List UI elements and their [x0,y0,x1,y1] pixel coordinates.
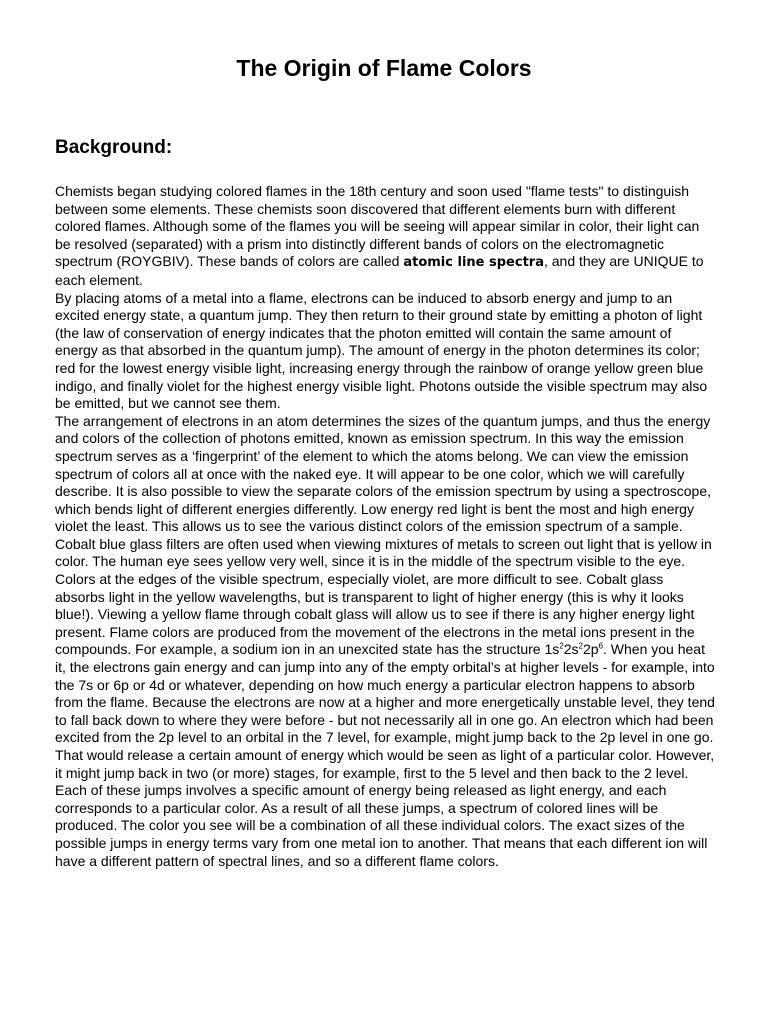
term-atomic-line-spectra: atomic line spectra [403,255,544,271]
paragraph-line-spectra [55,183,715,290]
paragraph-4-text-start: Cobalt blue glass filters are often used when viewing mixtures of metals to screen out light that is yellow in color. The human eye sees yellow very well, since it is in the middle of the spectrum visible to the eye. Colors at the edges of the visible spectrum, especially violet, are more difficult to see. Cobalt glass absorbs light in the yellow wavelengths, but is transparent to light of higher energy (this is why it looks blue!). Viewing a yellow flame through cobalt glass will allow us to see if there is any higher energy light present. Flame colors are produced from the movement of the electrons in the metal ions present in the compounds. For example, a sodium ion in an unexcited state has the structure 1s [55,535,712,658]
paragraph-4-text-end: . When you heat it, the electrons gain energy and can jump into any of the empty orbital’s at higher levels - for example, into the 7s or 6p or 4d or whatever, depending on how much energy a particular electron happens to absorb from the flame. Because the electrons are now at a higher and more energetically unstable level, they tend to fall back down to where they were before - but not necessarily all in one go. An electron which had been excited from the 2p level to an orbital in the 7 level, for example, might jump back to the 2p level in one go. That would release a certain amount of energy which would be seen as light of a particular color. However, it might jump back in two (or more) stages, for example, first to the 5 level and then back to the 2 level. Each of these jumps involves a specific amount of energy being released as light energy, and each corresponds to a particular color. As a result of all these jumps, a spectrum of colored lines will be produced. The color you see will be a combination of all these individual colors. The exact sizes of the possible jumps in energy terms vary from one metal ion to another. That means that each different ion will have a different pattern of spectral lines, and so a different flame colors. [55,641,715,869]
paragraph-1-text-end: , and they are UNIQUE to each element. [55,253,704,288]
orbital-2s: 2s [563,641,579,658]
document-body [55,183,715,870]
paragraph-cobalt-glass [55,536,715,870]
superscript-1s: 2 [559,641,564,651]
page-title: The Origin of Flame Colors [236,55,532,81]
paragraph-1-text-start: Chemists began studying colored flames in the 18th century and soon used "flame tests" to distinguish between some elements. These chemists soon discovered that different elements burn with different colored flames. Although some of the flames you will be seeing will appear similar in color, their light can be resolved (separated) with a prism into distinctly different bands of colors on the electromagnetic spectrum (ROYGBIV). These bands of colors are called [55,183,700,270]
paragraph-quantum-jump: By placing atoms of a metal into a flame, electrons can be induced to absorb energy and jump to an excited energy state, a quantum jump. They then return to their ground state by emitting a photon of light (the law of conservation of energy indicates that the photon emitted will contain the same amount of energy as that absorbed in the quantum jump). The amount of energy in the photon determines its color; red for the lowest energy visible light, increasing energy through the rainbow of orange yellow green blue indigo, and finally violet for the highest energy visible light. Photons outside the visible spectrum may also be emitted, but we cannot see them. [55,289,708,412]
superscript-2s: 2 [578,641,583,651]
section-heading-background: Background: [55,137,173,158]
orbital-2p: 2p [582,641,599,658]
superscript-2p: 6 [598,641,604,651]
paragraph-emission-spectrum: The arrangement of electrons in an atom determines the sizes of the quantum jumps, and thus the energy and colors of the collection of photons emitted, known as emission spectrum. In this way the emission spectrum serves as a ‘fingerprint’ of the element to which the atoms belong. We can view the emission spectrum of colors all at once with the naked eye. It will appear to be one color, which we will carefully describe. It is also possible to view the separate colors of the emission spectrum by using a spectroscope, which bends light of different energies differently. Low energy red light is bent the most and high energy violet the least. This allows us to see the various distinct colors of the emission spectrum of a sample. [55,412,711,535]
